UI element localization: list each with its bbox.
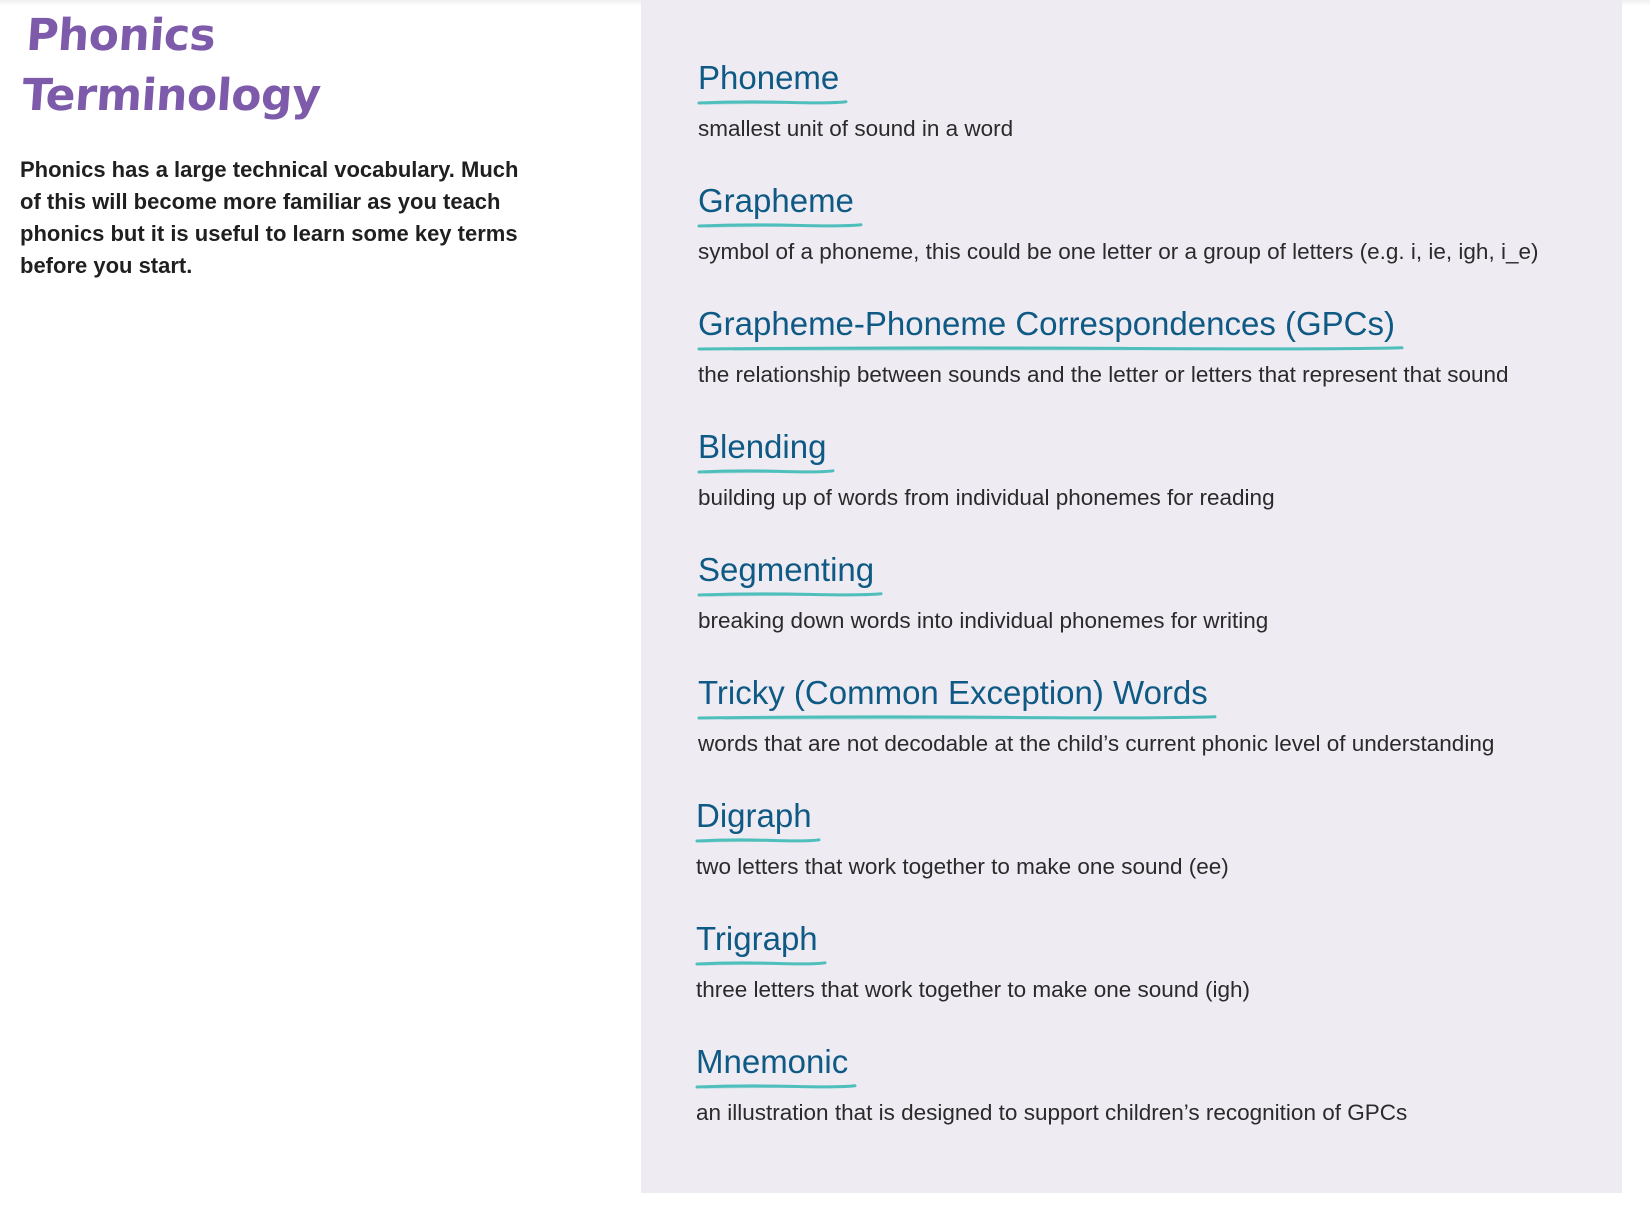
term-list <box>698 56 1598 1163</box>
term-definition: two letters that work together to make one sound (ee) <box>696 854 1229 879</box>
brush-underline <box>698 714 1216 721</box>
term-item <box>698 671 1598 794</box>
term-item <box>698 548 1598 671</box>
brush-underline <box>696 837 820 844</box>
term-heading: Phoneme <box>698 59 840 96</box>
term-heading: Trigraph <box>696 920 818 957</box>
term-heading: Grapheme <box>698 182 854 219</box>
brush-stroke-texture <box>724 718 1175 719</box>
term-item <box>698 425 1598 548</box>
brush-stroke-texture <box>702 841 810 842</box>
term-definition: words that are not decodable at the child’s current phonic level of understanding <box>698 731 1495 756</box>
term-heading: Mnemonic <box>696 1043 849 1080</box>
intro-paragraph: Phonics has a large technical vocabulary. Much of this will become more familiar as you teach phonics but it is useful to learn some key terms before you start. <box>20 157 519 278</box>
brush-stroke-texture <box>703 964 816 965</box>
brush-underline <box>696 1083 856 1090</box>
term-heading: Grapheme-Phoneme Correspondences (GPCs) <box>698 305 1395 342</box>
term-definition: the relationship between sounds and the letter or letters that represent that sound <box>698 362 1509 387</box>
term-definition: an illustration that is designed to support children’s recognition of GPCs <box>696 1100 1408 1125</box>
brush-stroke-texture <box>705 103 835 104</box>
term-item <box>696 917 1598 1040</box>
term-definition: breaking down words into individual phonemes for writing <box>698 608 1269 633</box>
brush-stroke <box>699 717 1215 718</box>
brush-underline <box>698 99 847 106</box>
brush-stroke-texture <box>704 1087 843 1088</box>
brush-stroke <box>699 348 1402 349</box>
term-item <box>696 794 1598 917</box>
brush-stroke-texture <box>705 472 823 473</box>
brush-underline <box>698 345 1403 352</box>
term-item <box>696 1040 1598 1163</box>
term-item <box>698 179 1598 302</box>
brush-stroke-texture <box>733 349 1346 350</box>
term-definition: symbol of a phoneme, this could be one letter or a group of letters (e.g. i, ie, igh, i_e) <box>698 239 1539 264</box>
term-definition: building up of words from individual phonemes for reading <box>698 485 1275 510</box>
term-item <box>698 302 1598 425</box>
term-definition: three letters that work together to make one sound (igh) <box>696 977 1251 1002</box>
term-item <box>698 56 1598 179</box>
brush-stroke-texture <box>707 595 867 596</box>
term-definition: smallest unit of sound in a word <box>698 116 1014 141</box>
term-heading: Blending <box>698 428 827 465</box>
page-title: Phonics Terminology <box>20 10 323 121</box>
brush-underline <box>698 468 834 475</box>
brush-stroke-texture <box>706 226 849 227</box>
intro-column <box>20 0 540 282</box>
terminology-panel <box>641 0 1622 1193</box>
brush-underline <box>696 960 826 967</box>
term-heading: Digraph <box>696 797 812 834</box>
brush-underline <box>698 591 882 598</box>
brush-underline <box>698 222 862 229</box>
term-heading: Tricky (Common Exception) Words <box>698 674 1208 711</box>
term-heading: Segmenting <box>698 551 875 588</box>
